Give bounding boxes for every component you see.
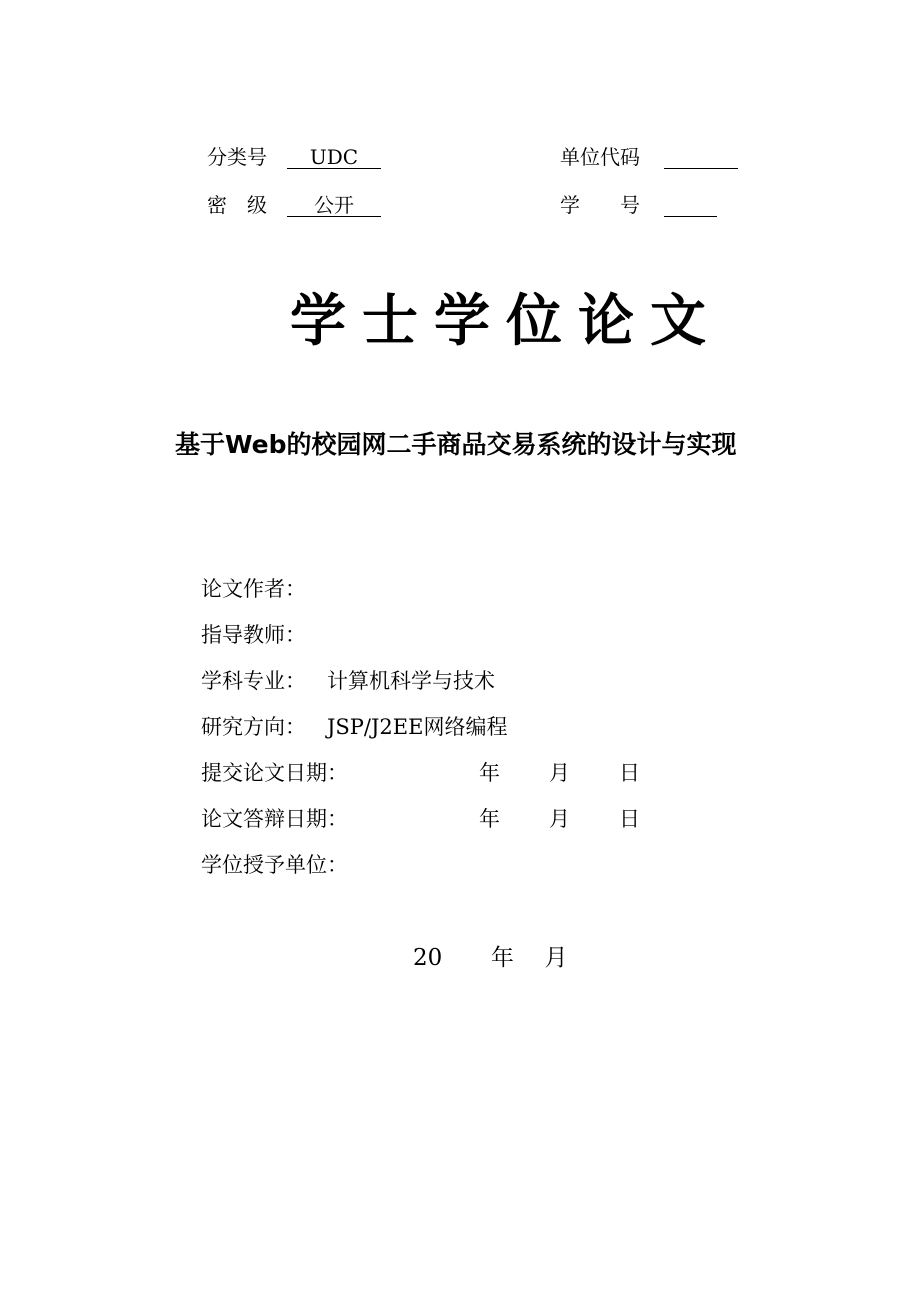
defense-date-label: 论文答辩日期： [201, 807, 348, 831]
submit-year-unit: 年 [479, 761, 500, 785]
advisor-row [201, 622, 306, 648]
direction-label: 研究方向： [201, 715, 306, 739]
classification-field [287, 145, 381, 169]
classification-label: 分类号 [207, 145, 267, 169]
footer-year-prefix: 20 [413, 945, 443, 971]
author-row [201, 576, 306, 602]
student-id-field [664, 193, 717, 222]
document-title: 学士学位论文 [290, 289, 722, 354]
secrecy-label: 密 级 [207, 193, 267, 217]
defense-month-unit: 月 [549, 807, 570, 831]
secrecy-field [287, 193, 381, 217]
major-label: 学科专业： [201, 669, 306, 693]
direction-value: JSP/J2EE网络编程 [327, 715, 508, 739]
submit-day-unit: 日 [619, 761, 640, 785]
defense-year-unit: 年 [479, 807, 500, 831]
student-id-value [664, 193, 717, 217]
submit-date-label: 提交论文日期： [201, 761, 348, 785]
submit-month-unit: 月 [549, 761, 570, 785]
student-id-label: 学 号 [560, 193, 640, 217]
defense-day-unit: 日 [619, 807, 640, 831]
defense-date-row [201, 806, 640, 832]
footer-date [413, 944, 568, 972]
unit-code-value [664, 145, 738, 169]
author-label: 论文作者： [201, 577, 306, 601]
direction-row [201, 714, 508, 740]
footer-month-unit: 月 [544, 945, 568, 971]
unit-code-label: 单位代码 [560, 145, 640, 169]
major-value: 计算机科学与技术 [327, 669, 495, 693]
submit-date-row [201, 760, 640, 786]
classification-value: UDC [287, 145, 381, 169]
degree-unit-row [201, 852, 348, 878]
secrecy-value: 公开 [287, 193, 381, 217]
degree-unit-label: 学位授予单位： [201, 853, 348, 877]
advisor-label: 指导教师： [201, 623, 306, 647]
thesis-title: 基于Web的校园网二手商品交易系统的设计与实现 [175, 430, 737, 459]
footer-year-unit: 年 [490, 945, 514, 971]
unit-code-field [664, 145, 738, 174]
major-row [201, 668, 495, 694]
